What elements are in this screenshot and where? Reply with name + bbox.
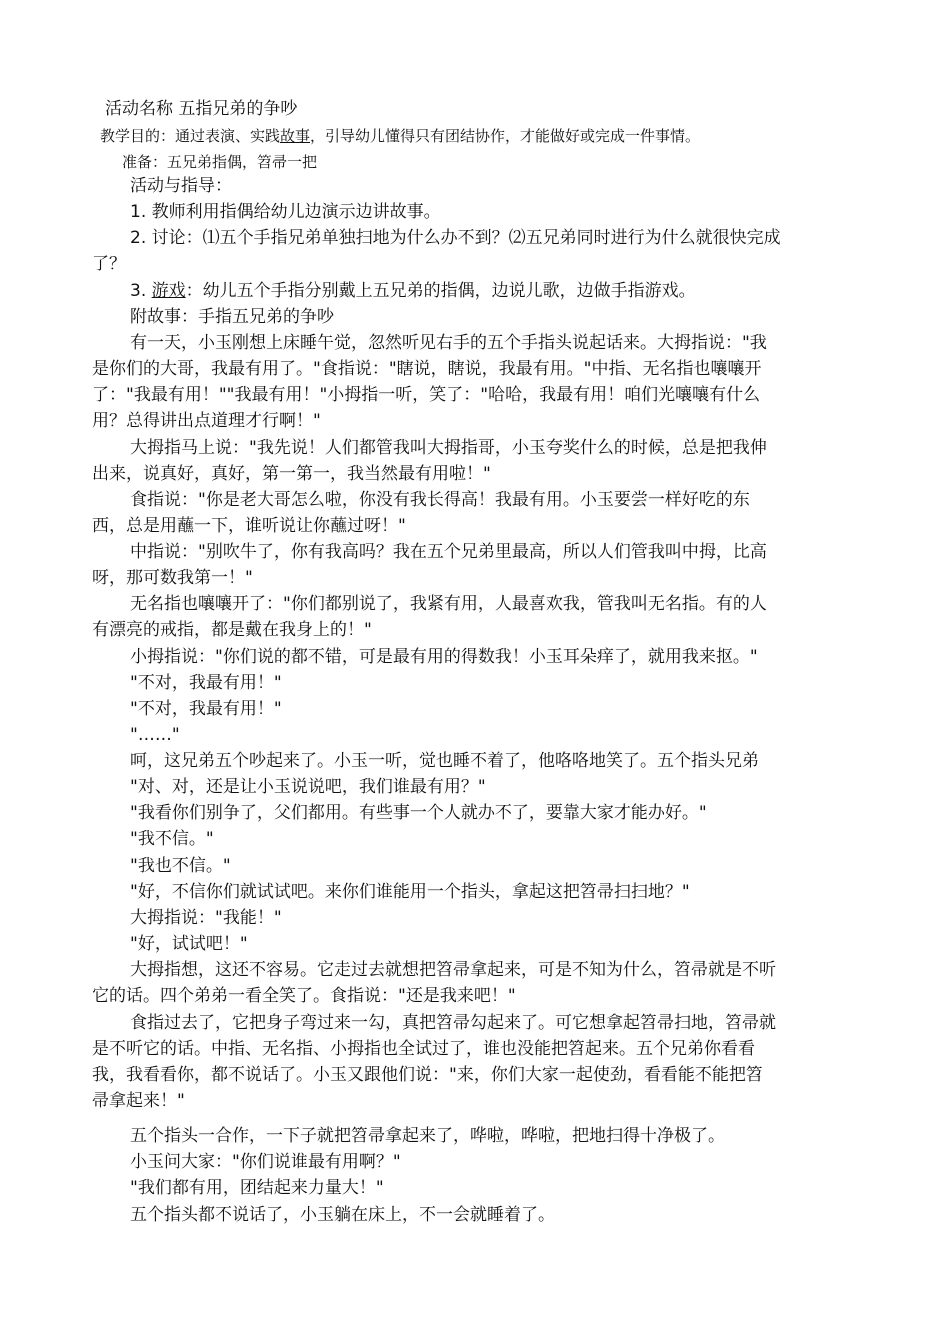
story-link[interactable]: 故事: [280, 127, 311, 145]
story-line: 五个指头都不说话了，小玉躺在床上，不一会就睡着了。: [130, 1205, 555, 1225]
story-line: 小玉问大家："你们说谁最有用啊？": [130, 1152, 401, 1172]
story-line: 帚拿起来！": [92, 1091, 185, 1111]
story-line: 它的话。四个弟弟一看全笑了。食指说："还是我来吧！": [92, 986, 516, 1006]
story-line: "不对，我最有用！": [130, 699, 282, 719]
story-line: "好，不信你们就试试吧。来你们谁能用一个指头，拿起这把笤帚扫扫地？": [130, 882, 690, 902]
story-line: 有一天，小玉刚想上床睡午觉，忽然听见右手的五个手指头说起话来。大拇指说："我: [130, 333, 767, 353]
preparation: 准备：五兄弟指偶，笤帚一把: [122, 153, 318, 171]
story-line: "对、对，还是让小玉说说吧，我们谁最有用？": [130, 777, 486, 797]
story-line: 食指过去了，它把身子弯过来一勾，真把笤帚勾起来了。可它想拿起笤帚扫地，笤帚就: [130, 1013, 776, 1033]
story-line: 无名指也嚷嚷开了："你们都别说了，我紧有用，人最喜欢我，管我叫无名指。有的人: [130, 594, 767, 614]
story-line: 小拇指说："你们说的都不错，可是最有用的得数我！小玉耳朵痒了，就用我来抠。": [130, 647, 758, 667]
step-1: 1. 教师利用指偶给幼儿边演示边讲故事。: [130, 202, 441, 222]
story-line: "不对，我最有用！": [130, 673, 282, 693]
story-title: 附故事：手指五兄弟的争吵: [130, 307, 334, 327]
step-2-line-1: 2. 讨论：⑴五个手指兄弟单独扫地为什么办不到？⑵五兄弟同时进行为什么就很快完成: [130, 228, 781, 248]
activity-name: 活动名称 五指兄弟的争吵: [105, 99, 298, 119]
story-line: 食指说："你是老大哥怎么啦，你没有我长得高！我最有用。小玉要尝一样好吃的东: [130, 490, 750, 510]
story-line: 大拇指说："我能！": [130, 908, 282, 928]
step-3: 3. 游戏：幼儿五个手指分别戴上五兄弟的指偶，边说儿歌，边做手指游戏。: [130, 281, 696, 301]
guide-title: 活动与指导：: [130, 176, 232, 196]
story-line: 有漂亮的戒指，都是戴在我身上的！": [92, 620, 372, 640]
story-line: 是你们的大哥，我最有用了。"食指说："瞎说，瞎说，我最有用。"中指、无名指也嚷嚷开: [92, 359, 762, 379]
story-line: 呵，这兄弟五个吵起来了。小玉一听，觉也睡不着了，他咯咯地笑了。五个指头兄弟: [130, 751, 759, 771]
step-2-line-2: 了？: [92, 254, 126, 274]
story-line: "我不信。": [130, 829, 214, 849]
story-line: 中指说："别吹牛了，你有我高吗？我在五个兄弟里最高，所以人们管我叫中拇，比高: [130, 542, 767, 562]
story-line: "我们都有用，团结起来力量大！": [130, 1178, 384, 1198]
game-link[interactable]: 游戏: [151, 281, 186, 301]
story-line: 西，总是用蘸一下，谁听说让你蘸过呀！": [92, 516, 406, 536]
story-line: "好，试试吧！": [130, 934, 248, 954]
story-line: 大拇指想，这还不容易。它走过去就想把笤帚拿起来，可是不知为什么，笤帚就是不听: [130, 960, 776, 980]
story-line: "我看你们别争了，父们都用。有些事一个人就办不了，要靠大家才能办好。": [130, 803, 707, 823]
story-line: "我也不信。": [130, 856, 231, 876]
story-line: 我，我看看你，都不说话了。小玉又跟他们说："来，你们大家一起使劲，看看能不能把笤: [92, 1065, 763, 1085]
story-line: 出来，说真好，真好，第一第一，我当然最有用啦！": [92, 464, 491, 484]
story-line: 用？总得讲出点道理才行啊！": [92, 411, 321, 431]
story-line: 呀，那可数我第一！": [92, 568, 253, 588]
story-line: 大拇指马上说："我先说！人们都管我叫大拇指哥，小玉夸奖什么的时候，总是把我伸: [130, 438, 767, 458]
teaching-goal: 教学目的：通过表演、实践故事，引导幼儿懂得只有团结协作，才能做好或完成一件事情。: [100, 127, 701, 145]
story-line: 五个指头一合作，一下子就把笤帚拿起来了，哗啦，哗啦，把地扫得十净极了。: [130, 1126, 725, 1146]
story-line: "……": [130, 725, 180, 745]
story-line: 是不听它的话。中指、无名指、小拇指也全试过了，谁也没能把笤起来。五个兄弟你看看: [92, 1039, 755, 1059]
story-line: 了："我最有用！""我最有用！"小拇指一听，笑了："哈哈，我最有用！咱们光嚷嚷有什么: [92, 385, 761, 405]
